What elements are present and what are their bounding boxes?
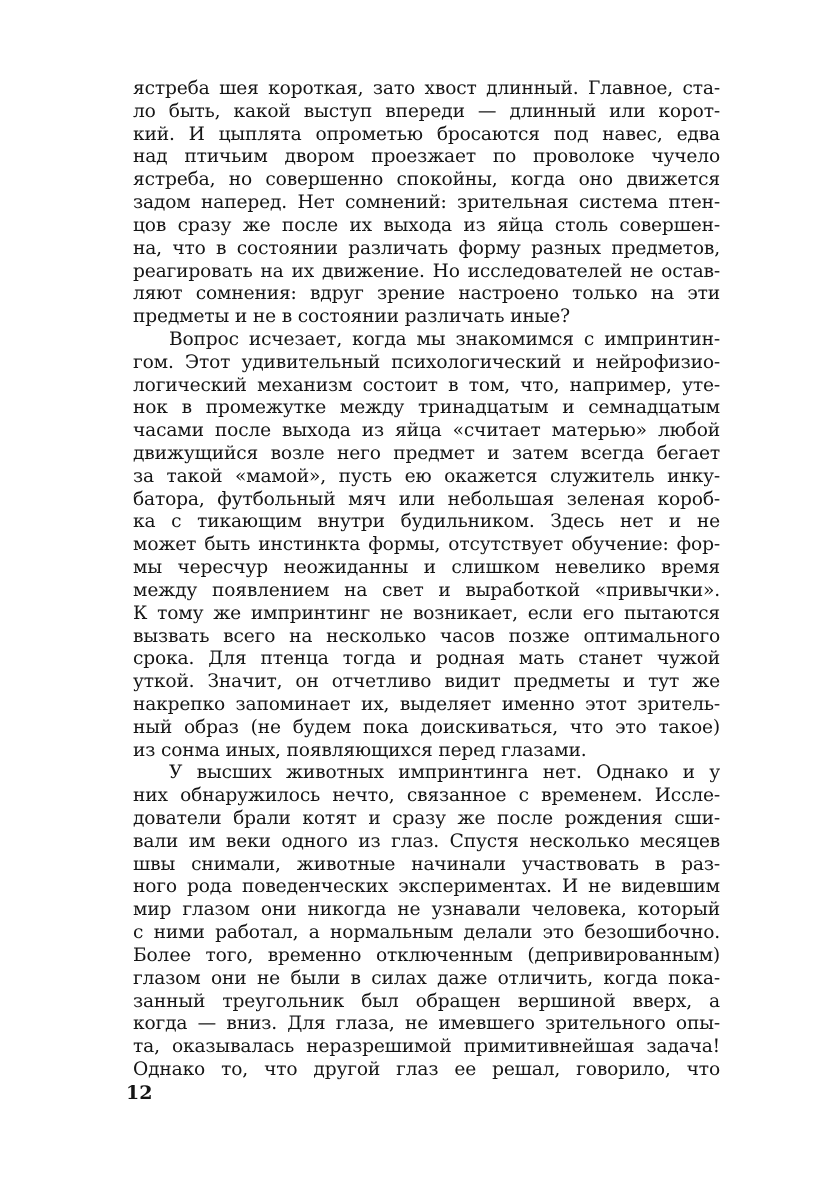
text-line: движущийся возле него предмет и затем всегда бегает <box>133 443 720 464</box>
text-line: дователи брали котят и сразу же после рождения сши- <box>133 808 720 829</box>
text-line: нок в промежутке между тринадцатым и семнадцатым <box>133 397 720 419</box>
text-line: логический механизм состоит в том, что, например, уте- <box>133 374 720 396</box>
page-number: 12 <box>126 1082 153 1104</box>
text-line: гом. Этот удивительный психологический и нейрофизио- <box>133 351 720 373</box>
text-line: ный образ (не будем пока доискиваться, что это такое) <box>133 716 720 738</box>
text-line: из сонма иных, появляющихся перед глазами. <box>133 739 587 761</box>
text-line: ло быть, какой выступ впереди — длинный или корот- <box>133 100 720 122</box>
paragraph-2 <box>133 329 720 762</box>
text-line: накрепко запоминает их, выделяет именно этот зритель- <box>133 693 720 715</box>
paragraph-3 <box>133 762 720 1081</box>
text-line: над птичьим двором проезжает по проволоке чучело <box>133 146 720 168</box>
text-line: вызвать всего на несколько часов позже оптимального <box>133 625 720 647</box>
text-line: уткой. Значит, он отчетливо видит предметы и тут же <box>133 671 720 693</box>
text-line: Однако то, что другой глаз ее решал, говорило, что <box>133 1058 720 1080</box>
text-line: когда — вниз. Для глаза, не имевшего зрительного опы- <box>133 1013 720 1035</box>
paragraph-1 <box>133 78 720 329</box>
body-text <box>133 78 720 1082</box>
text-line: может быть инстинкта формы, отсутствует обучение: фор- <box>133 534 720 556</box>
text-line: К тому же импринтинг не возникает, если его пытаются <box>133 602 720 624</box>
text-line: задом наперед. Нет сомнений: зрительная система птен- <box>133 192 720 214</box>
text-line: швы снимали, животные начинали участвовать в раз- <box>133 853 720 875</box>
text-line: У высших животных импринтинга нет. Однако и у <box>169 762 720 784</box>
text-line: срока. Для птенца тогда и родная мать станет чужой <box>133 648 720 670</box>
text-line: Вопрос исчезает, когда мы знакомимся с импринтин- <box>169 328 720 350</box>
text-line: та, оказывалась неразрешимой примитивнейшая задача! <box>133 1036 720 1058</box>
text-line: кий. И цыплята опрометью бросаются под навес, едва <box>133 123 720 145</box>
text-line: батора, футбольный мяч или небольшая зеленая короб- <box>133 488 720 510</box>
text-line: между появлением на свет и выработкой «привычки». <box>133 579 720 601</box>
text-line: Более того, временно отключенным (депривированным) <box>133 944 720 966</box>
text-line: вали им веки одного из глаз. Спустя несколько месяцев <box>133 830 720 852</box>
text-line: реагировать на их движение. Но исследователей не остав- <box>133 260 720 282</box>
text-line: ка с тикающим внутри будильником. Здесь нет и не <box>133 511 720 533</box>
text-line: с ними работал, а нормальным делали это безошибочно. <box>133 922 720 944</box>
text-line: ляют сомнения: вдруг зрение настроено только на эти <box>133 283 720 305</box>
text-line: за такой «мамой», пусть ею окажется служитель инку- <box>133 465 720 487</box>
text-line: мы чересчур неожиданны и слишком невелико время <box>133 557 720 579</box>
text-line: мир глазом они никогда не узнавали человека, который <box>133 899 720 921</box>
text-line: занный треугольник был обращен вершиной вверх, а <box>133 990 720 1012</box>
text-line: предметы и не в состоянии различать иные? <box>133 306 570 328</box>
text-line: цов сразу же после их выхода из яйца столь совершен- <box>133 214 720 236</box>
text-line: на, что в состоянии различать форму разных предметов, <box>133 237 720 259</box>
text-line: часами после выхода из яйца «считает матерью» любой <box>133 420 720 442</box>
text-line: них обнаружилось нечто, связанное с временем. Иссле- <box>133 785 720 807</box>
text-line: глазом они не были в силах даже отличить, когда пока- <box>133 967 720 989</box>
text-line: ястреба шея короткая, зато хвост длинный. Главное, ста- <box>133 78 720 99</box>
text-line: ястреба, но совершенно спокойны, когда оно движется <box>133 169 720 191</box>
text-line: ного рода поведенческих экспериментах. И не видевшим <box>133 876 720 898</box>
